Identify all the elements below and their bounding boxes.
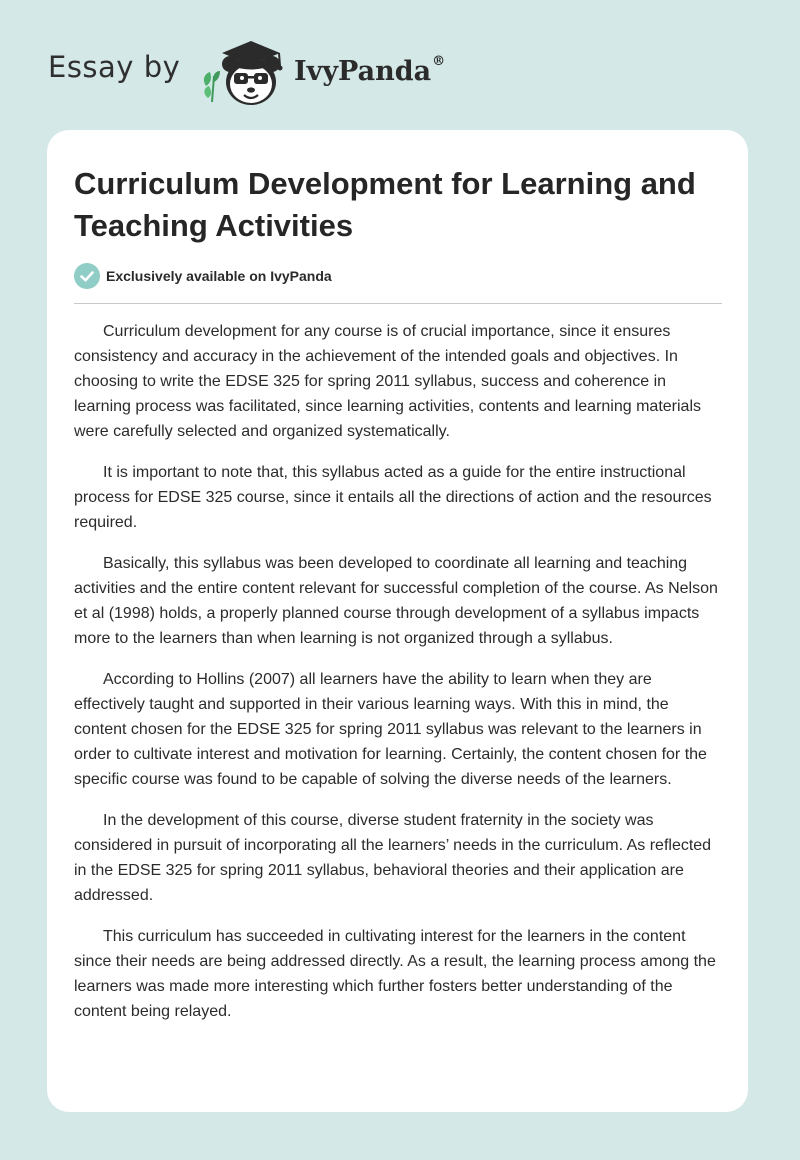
brand-text: IvyPanda <box>294 56 432 87</box>
paragraph: Basically, this syllabus was been developed to coordinate all learning and teaching activities and the entire content relevant for successful completion of the course. As Nelson et al (1998) holds, a properly planned course through development of a syllabus impacts more to the learners than when learning is not organized through a syllabus. <box>74 555 718 647</box>
exclusive-badge <box>74 263 332 289</box>
paragraph: Curriculum development for any course is of crucial importance, since it ensures consistency and accuracy in the achievement of the intended goals and objectives. In choosing to write the EDSE 325 for spring 2011 syllabus, success and coherence in learning process was facilitated, since learning activities, contents and learning materials were carefully selected and organized systematically. <box>74 323 701 440</box>
essay-title: Curriculum Development for Learning and Teaching Activities <box>74 166 696 243</box>
title-divider <box>74 303 722 304</box>
check-circle-icon <box>74 263 100 289</box>
essay-body <box>74 319 724 1040</box>
paragraph: In the development of this course, diverse student fraternity in the society was considered in pursuit of incorporating all the learners’ needs in the curriculum. As reflected in the EDSE 325 for spring 2011 syllabus, behavioral theories and their application are addressed. <box>74 812 712 904</box>
exclusive-badge-label: Exclusively available on IvyPanda <box>106 268 332 284</box>
paragraph: This curriculum has succeeded in cultivating interest for the learners in the content since their needs are being addressed directly. As a result, the learning process among the learners was made more interesting which further fosters better understanding of the content being relayed. <box>74 928 716 1020</box>
essay-card <box>47 130 748 1112</box>
site-header <box>48 30 548 110</box>
essay-by-label: Essay by <box>48 50 181 84</box>
panda-graduate-icon[interactable] <box>200 36 292 110</box>
paragraph: According to Hollins (2007) all learners have the ability to learn when they are effectively taught and supported in their various learning ways. With this in mind, the content chosen for the EDSE 325 for spring 2011 syllabus was relevant to the learners in order to cultivate interest and motivation for learning. Certainly, the content chosen for the specific course was found to be capable of solving the diverse needs of the learners. <box>74 671 707 788</box>
paragraph: It is important to note that, this syllabus acted as a guide for the entire instructional process for EDSE 325 course, since it entails all the directions of action and the resources required. <box>74 464 712 531</box>
brand-name[interactable] <box>294 56 445 87</box>
registered-mark: ® <box>432 54 446 69</box>
